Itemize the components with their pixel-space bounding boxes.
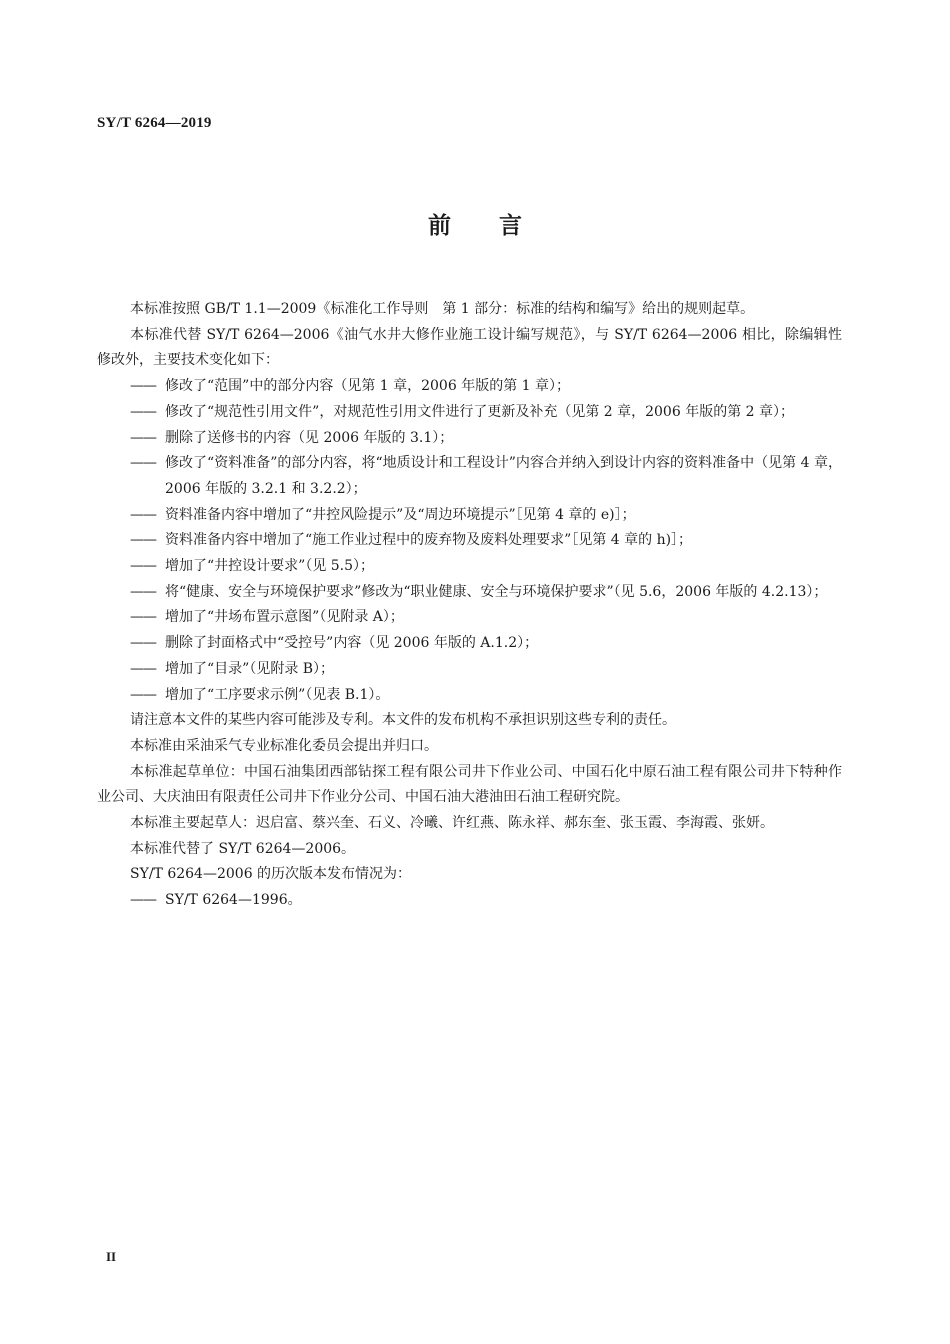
dash-marker: —— bbox=[130, 378, 156, 395]
page-number: II bbox=[106, 1249, 117, 1264]
list-item-text: 资料准备内容中增加了“施工作业过程中的废弃物及废料处理要求”［见第 4 章的 h)］； bbox=[165, 532, 693, 549]
list-item bbox=[97, 374, 842, 400]
replacement-paragraph: 本标准代替了 SY/T 6264—2006。 bbox=[130, 840, 356, 857]
intro-paragraph-replacement: 本标准代替 SY/T 6264—2006《油气水井大修作业施工设计编写规范》，与 SY/T 6264—2006 相比，除编辑性修改外，主要技术变化如下： bbox=[97, 326, 842, 369]
dash-marker: —— bbox=[130, 455, 156, 472]
list-item bbox=[97, 426, 842, 452]
history-item bbox=[97, 888, 842, 914]
dash-marker: —— bbox=[130, 532, 156, 549]
dash-marker: —— bbox=[130, 686, 156, 703]
list-item bbox=[97, 528, 842, 554]
dash-marker: —— bbox=[130, 403, 156, 420]
dash-marker: —— bbox=[130, 506, 156, 523]
list-item bbox=[97, 503, 842, 529]
list-item bbox=[97, 400, 842, 426]
changes-list bbox=[97, 374, 842, 708]
dash-marker: —— bbox=[130, 609, 156, 626]
foreword-body bbox=[97, 297, 842, 914]
dash-marker: —— bbox=[130, 558, 156, 575]
list-item-text: 删除了送修书的内容（见 2006 年版的 3.1）； bbox=[165, 429, 454, 446]
drafters-paragraph: 本标准主要起草人：迟启富、蔡兴奎、石义、冷曦、许红燕、陈永祥、郝东奎、张玉霞、李海霞、张妍。 bbox=[130, 815, 774, 832]
drafting-units-paragraph: 本标准起草单位：中国石油集团西部钻探工程有限公司井下作业公司、中国石化中原石油工程有限公司井下特种作业公司、大庆油田有限责任公司井下作业分公司、中国石油大港油田石油工程研究院。 bbox=[97, 763, 842, 806]
list-item-text: 删除了封面格式中“受控号”内容（见 2006 年版的 A.1.2）； bbox=[165, 635, 539, 652]
list-item-text: 增加了“井控设计要求”（见 5.5）； bbox=[165, 558, 375, 575]
list-item-text: 增加了“目录”（见附录 B）； bbox=[165, 660, 335, 677]
list-item-text: 将“健康、安全与环境保护要求”修改为“职业健康、安全与环境保护要求”（见 5.6，2006 年版的 4.2.13）； bbox=[165, 583, 828, 600]
list-item bbox=[97, 580, 842, 606]
dash-marker: —— bbox=[130, 429, 156, 446]
list-item-text: 增加了“井场布置示意图”（见附录 A）； bbox=[165, 609, 404, 626]
list-item-text: 增加了“工序要求示例”（见表 B.1）。 bbox=[165, 686, 390, 703]
list-item bbox=[97, 631, 842, 657]
history-intro-paragraph: SY/T 6264—2006 的历次版本发布情况为： bbox=[130, 866, 412, 883]
standard-code-header: SY/T 6264—2019 bbox=[97, 115, 212, 131]
list-item bbox=[97, 554, 842, 580]
dash-marker: —— bbox=[130, 892, 156, 909]
intro-paragraph-drafting-rules: 本标准按照 GB/T 1.1—2009《标准化工作导则 第 1 部分：标准的结构和编写》给出的规则起草。 bbox=[130, 301, 755, 317]
proposer-paragraph: 本标准由采油采气专业标准化委员会提出并归口。 bbox=[130, 737, 438, 754]
list-item-text: 修改了“规范性引用文件”，对规范性引用文件进行了更新及补充（见第 2 章，2006 年版的第 2 章）； bbox=[165, 403, 795, 420]
list-item-text: 修改了“范围”中的部分内容（见第 1 章，2006 年版的第 1 章）； bbox=[165, 378, 571, 395]
history-item-text: SY/T 6264—1996。 bbox=[165, 892, 302, 909]
list-item-text: 资料准备内容中增加了“井控风险提示”及“周边环境提示”［见第 4 章的 e)］； bbox=[165, 506, 636, 523]
list-item bbox=[97, 657, 842, 683]
patent-notice-paragraph: 请注意本文件的某些内容可能涉及专利。本文件的发布机构不承担识别这些专利的责任。 bbox=[130, 712, 676, 729]
dash-marker: —— bbox=[130, 635, 156, 652]
list-item bbox=[97, 451, 842, 502]
list-item bbox=[97, 605, 842, 631]
page-title: 前言 bbox=[428, 213, 570, 239]
dash-marker: —— bbox=[130, 660, 156, 677]
list-item-text: 修改了“资料准备”的部分内容，将“地质设计和工程设计”内容合并纳入到设计内容的资料准备中（见第 4 章，2006 年版的 3.2.1 和 3.2.2）； bbox=[165, 455, 842, 497]
dash-marker: —— bbox=[130, 583, 156, 600]
list-item bbox=[97, 683, 842, 709]
